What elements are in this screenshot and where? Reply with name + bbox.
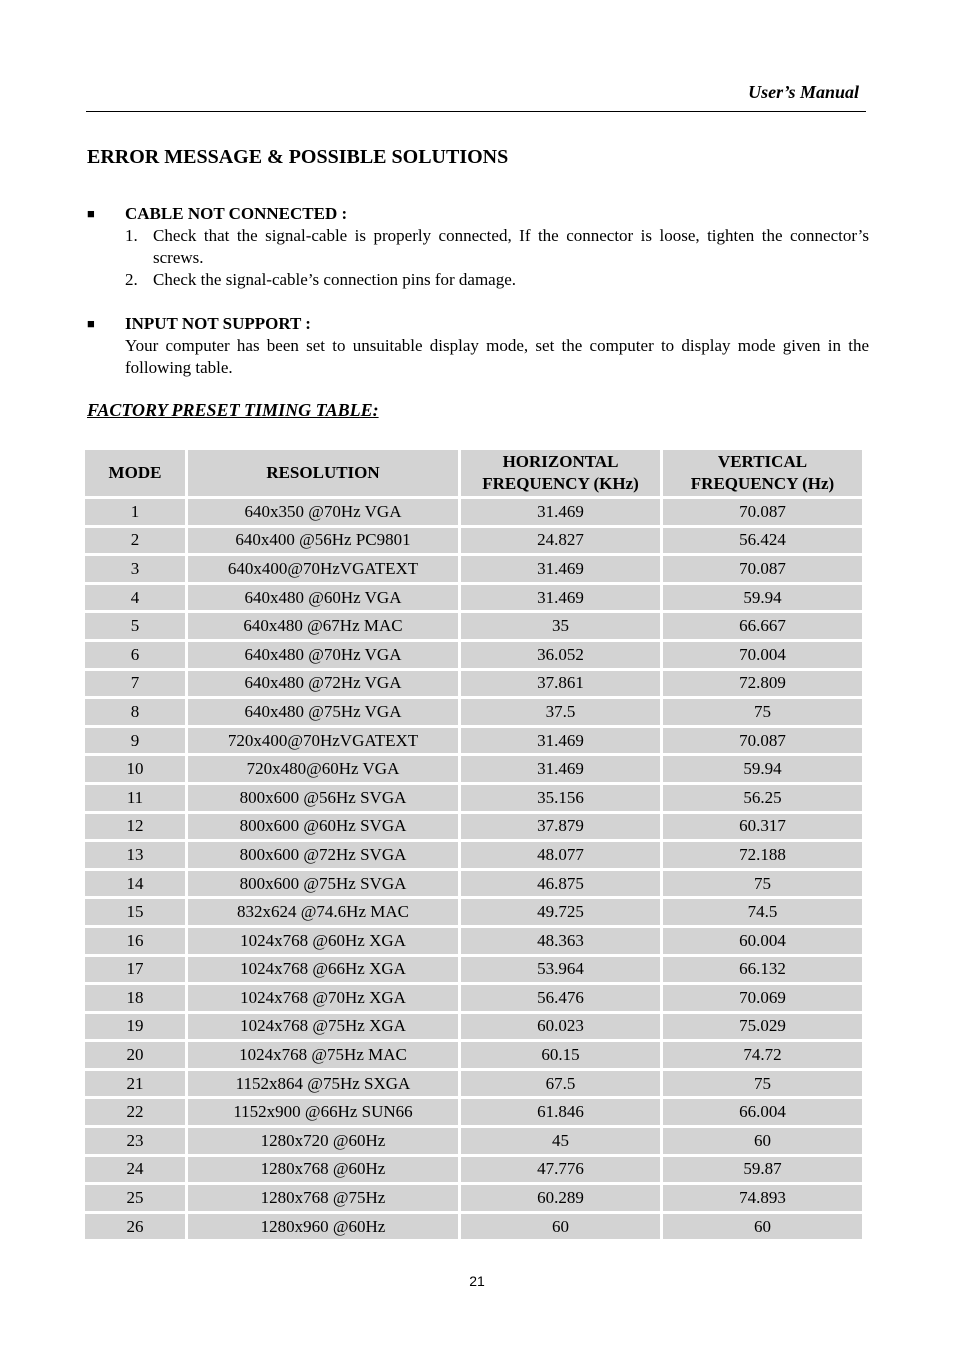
table-row [85,556,862,582]
step-number: 1. [125,226,138,245]
cell-horizontal-frequency: 48.077 [461,842,660,868]
table-row [85,1014,862,1040]
cell-mode: 25 [85,1185,185,1211]
table-row [85,871,862,897]
cell-vertical-frequency: 70.069 [663,985,862,1011]
cell-mode: 1 [85,499,185,525]
cell-vertical-frequency: 70.087 [663,728,862,754]
cell-resolution: 720x480@60Hz VGA [188,756,458,782]
cell-horizontal-frequency: 31.469 [461,756,660,782]
cell-horizontal-frequency: 48.363 [461,928,660,954]
table-row [85,1214,862,1240]
table-row [85,814,862,840]
cell-resolution: 640x400@70HzVGATEXT [188,556,458,582]
table-row [85,671,862,697]
table-row [85,613,862,639]
table-row [85,785,862,811]
square-bullet-icon: ■ [87,316,95,331]
header-line: VERTICAL [717,452,808,471]
cell-horizontal-frequency: 60 [461,1214,660,1240]
cell-vertical-frequency: 60.004 [663,928,862,954]
cell-horizontal-frequency: 46.875 [461,871,660,897]
table-row [85,1185,862,1211]
table-row [85,1042,862,1068]
cell-vertical-frequency: 70.087 [663,556,862,582]
cell-resolution: 1024x768 @66Hz XGA [188,957,458,983]
cell-horizontal-frequency: 47.776 [461,1157,660,1183]
cell-mode: 22 [85,1099,185,1125]
cell-horizontal-frequency: 35 [461,613,660,639]
cell-mode: 12 [85,814,185,840]
cell-mode: 26 [85,1214,185,1240]
cell-vertical-frequency: 66.004 [663,1099,862,1125]
cell-resolution: 1024x768 @60Hz XGA [188,928,458,954]
cell-resolution: 1280x720 @60Hz [188,1128,458,1154]
cell-horizontal-frequency: 37.879 [461,814,660,840]
cell-horizontal-frequency: 49.725 [461,899,660,925]
cell-horizontal-frequency: 61.846 [461,1099,660,1125]
header-line: FREQUENCY (KHz) [482,474,639,493]
cell-horizontal-frequency: 60.15 [461,1042,660,1068]
cell-resolution: 1024x768 @70Hz XGA [188,985,458,1011]
cell-resolution: 720x400@70HzVGATEXT [188,728,458,754]
cell-horizontal-frequency: 31.469 [461,499,660,525]
table-row [85,1128,862,1154]
cell-resolution: 640x480 @72Hz VGA [188,671,458,697]
table-row [85,499,862,525]
cell-mode: 19 [85,1014,185,1040]
table-row [85,756,862,782]
cell-horizontal-frequency: 60.023 [461,1014,660,1040]
cell-resolution: 1152x900 @66Hz SUN66 [188,1099,458,1125]
cell-vertical-frequency: 66.132 [663,957,862,983]
cell-resolution: 640x480 @70Hz VGA [188,642,458,668]
cell-resolution: 800x600 @72Hz SVGA [188,842,458,868]
cell-resolution: 640x480 @60Hz VGA [188,585,458,611]
cell-mode: 24 [85,1157,185,1183]
cell-resolution: 1280x960 @60Hz [188,1214,458,1240]
table-row [85,957,862,983]
cell-resolution: 640x400 @56Hz PC9801 [188,528,458,554]
header-line: HORIZONTAL [502,452,619,471]
page-number: 21 [469,1273,485,1289]
cell-horizontal-frequency: 37.5 [461,699,660,725]
cell-horizontal-frequency: 31.469 [461,585,660,611]
cell-vertical-frequency: 75 [663,1071,862,1097]
cell-vertical-frequency: 75.029 [663,1014,862,1040]
column-header-mode: MODE [85,450,185,496]
cell-vertical-frequency: 59.87 [663,1157,862,1183]
cell-mode: 4 [85,585,185,611]
cell-vertical-frequency: 59.94 [663,756,862,782]
table-row [85,585,862,611]
table-row [85,1071,862,1097]
cable-not-connected-section [87,203,869,293]
cell-resolution: 640x350 @70Hz VGA [188,499,458,525]
cell-vertical-frequency: 70.087 [663,499,862,525]
input-not-support-text: Your computer has been set to unsuitable display mode, set the computer to display mode given in the following table. [125,336,869,377]
column-header-horizontal-frequency [461,450,660,496]
cell-mode: 11 [85,785,185,811]
cell-resolution: 1280x768 @75Hz [188,1185,458,1211]
cell-vertical-frequency: 74.5 [663,899,862,925]
cell-horizontal-frequency: 36.052 [461,642,660,668]
column-header-resolution: RESOLUTION [188,450,458,496]
section-title: ERROR MESSAGE & POSSIBLE SOLUTIONS [87,146,509,168]
input-not-support-heading: INPUT NOT SUPPORT : [125,314,311,333]
cell-resolution: 1280x768 @60Hz [188,1157,458,1183]
cell-vertical-frequency: 74.893 [663,1185,862,1211]
table-header-row [85,450,862,496]
cell-mode: 8 [85,699,185,725]
cell-vertical-frequency: 59.94 [663,585,862,611]
cell-mode: 21 [85,1071,185,1097]
cell-resolution: 640x480 @75Hz VGA [188,699,458,725]
cell-mode: 13 [85,842,185,868]
cell-vertical-frequency: 66.667 [663,613,862,639]
cell-vertical-frequency: 60.317 [663,814,862,840]
column-header-vertical-frequency [663,450,862,496]
cell-mode: 17 [85,957,185,983]
input-not-support-section [87,313,869,383]
cell-vertical-frequency: 72.188 [663,842,862,868]
cell-resolution: 800x600 @60Hz SVGA [188,814,458,840]
cell-mode: 23 [85,1128,185,1154]
cell-horizontal-frequency: 60.289 [461,1185,660,1211]
cell-vertical-frequency: 60 [663,1128,862,1154]
cell-mode: 18 [85,985,185,1011]
cell-resolution: 1152x864 @75Hz SXGA [188,1071,458,1097]
step-text: Check that the signal-cable is properly connected, If the connector is loose, tighten the connector’s screws. [153,226,869,267]
cell-mode: 10 [85,756,185,782]
cell-horizontal-frequency: 24.827 [461,528,660,554]
cell-mode: 9 [85,728,185,754]
cell-vertical-frequency: 74.72 [663,1042,862,1068]
cell-vertical-frequency: 56.424 [663,528,862,554]
timing-table-body [85,499,862,1239]
square-bullet-icon: ■ [87,206,95,221]
cable-not-connected-heading: CABLE NOT CONNECTED : [125,204,348,223]
table-row [85,899,862,925]
cell-resolution: 800x600 @56Hz SVGA [188,785,458,811]
header-title: User’s Manual [748,82,859,102]
table-row [85,842,862,868]
cell-mode: 5 [85,613,185,639]
cell-mode: 15 [85,899,185,925]
cell-vertical-frequency: 56.25 [663,785,862,811]
step-text: Check the signal-cable’s connection pins for damage. [153,270,517,289]
cable-steps-list [125,225,869,291]
cell-horizontal-frequency: 37.861 [461,671,660,697]
cell-resolution: 1024x768 @75Hz MAC [188,1042,458,1068]
header-line: FREQUENCY (Hz) [690,474,835,493]
cell-horizontal-frequency: 31.469 [461,556,660,582]
table-row [85,728,862,754]
cell-vertical-frequency: 72.809 [663,671,862,697]
cell-horizontal-frequency: 35.156 [461,785,660,811]
cell-mode: 20 [85,1042,185,1068]
timing-table-title: FACTORY PRESET TIMING TABLE: [87,400,379,420]
cell-mode: 14 [85,871,185,897]
cell-horizontal-frequency: 53.964 [461,957,660,983]
cell-mode: 3 [85,556,185,582]
table-row [85,1157,862,1183]
cell-mode: 2 [85,528,185,554]
table-row [85,1099,862,1125]
cell-horizontal-frequency: 67.5 [461,1071,660,1097]
cell-mode: 7 [85,671,185,697]
cell-vertical-frequency: 75 [663,699,862,725]
cell-resolution: 1024x768 @75Hz XGA [188,1014,458,1040]
table-row [85,642,862,668]
list-item [125,225,869,269]
cell-vertical-frequency: 70.004 [663,642,862,668]
cell-horizontal-frequency: 31.469 [461,728,660,754]
timing-table [82,447,865,1242]
cell-resolution: 800x600 @75Hz SVGA [188,871,458,897]
cell-resolution: 640x480 @67Hz MAC [188,613,458,639]
list-item [125,269,869,291]
step-number: 2. [125,270,138,289]
table-row [85,985,862,1011]
cell-mode: 6 [85,642,185,668]
table-row [85,528,862,554]
cell-vertical-frequency: 75 [663,871,862,897]
table-row [85,928,862,954]
cell-resolution: 832x624 @74.6Hz MAC [188,899,458,925]
cell-horizontal-frequency: 45 [461,1128,660,1154]
table-row [85,699,862,725]
header-rule [86,111,866,112]
cell-vertical-frequency: 60 [663,1214,862,1240]
cell-mode: 16 [85,928,185,954]
cell-horizontal-frequency: 56.476 [461,985,660,1011]
